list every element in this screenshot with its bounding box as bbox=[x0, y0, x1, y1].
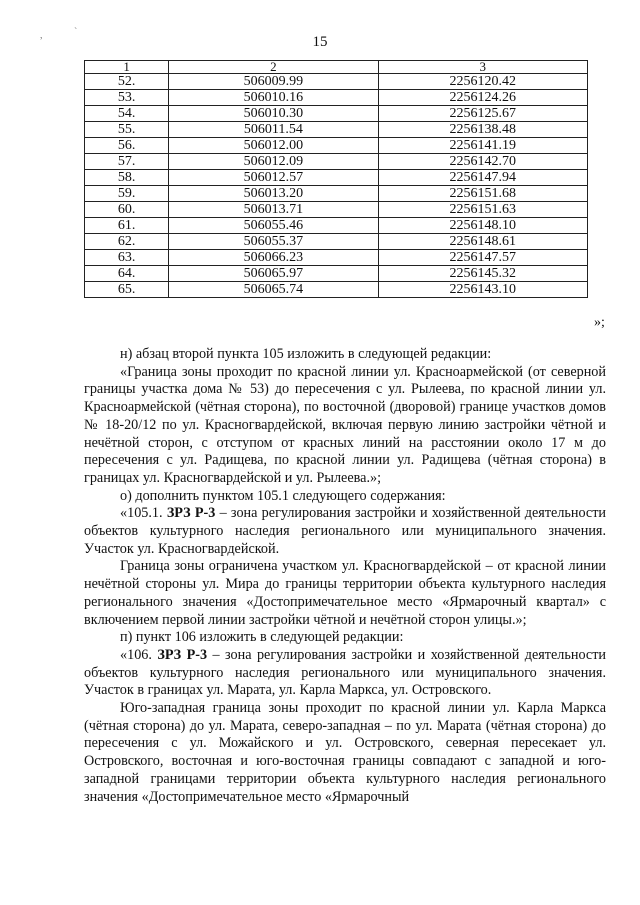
table-cell: 53. bbox=[85, 90, 169, 106]
table-row bbox=[85, 122, 588, 138]
paragraph: н) абзац второй пункта 105 изложить в следующей редакции: bbox=[120, 346, 492, 362]
paragraph: Граница зоны ограничена участком ул. Красногвардейской – от красной линии нечётной стороны ул. Мира до границы территории объекта культурного наследия регионального значения «Достопримечательное место «Ярмарочный квартал» с включением первой линии застройки чётной и нечётной сторон улицы.»; bbox=[84, 558, 606, 628]
scan-mark: ` bbox=[74, 27, 78, 38]
table-cell: 64. bbox=[85, 266, 169, 282]
table-row bbox=[85, 90, 588, 106]
table-cell: 52. bbox=[85, 74, 169, 90]
table-cell: 506066.23 bbox=[169, 250, 378, 266]
table-row bbox=[85, 282, 588, 298]
paragraph: о) дополнить пунктом 105.1 следующего содержания: bbox=[120, 487, 446, 504]
table-cell: 506012.09 bbox=[169, 154, 378, 170]
paragraph bbox=[84, 647, 606, 700]
paragraph: Юго-западная граница зоны проходит по красной линии ул. Карла Маркса (чётная сторона) до ул. Марата, северо-западная – по ул. Марата (чётная сторона) до пересечения с ул. Можайского и ул. Островского, северная пересекает ул. Островского, восточная и юго-восточная границы совпадают с западной и юго-западной границами территории объекта культурного наследия регионального значения «Достопримечательное место «Ярмарочный bbox=[84, 700, 606, 805]
table-cell: 2256151.63 bbox=[378, 202, 587, 218]
table-row bbox=[85, 74, 588, 90]
table-header-row bbox=[85, 61, 588, 74]
table-closing-quote: »; bbox=[594, 315, 605, 330]
table-cell: 58. bbox=[85, 170, 169, 186]
table-cell: 62. bbox=[85, 234, 169, 250]
clause-text: – зона регулирования застройки и хозяйственной деятельности объектов культурного наследия регионального или муниципального значения. Участок ул. Красногвардейской. bbox=[84, 505, 606, 557]
table-cell: 506013.20 bbox=[169, 186, 378, 202]
table-row bbox=[85, 234, 588, 250]
clause-text: – зона регулирования застройки и хозяйственной деятельности объектов культурного наследия регионального или муниципального значения. Участок в границах ул. Марата, ул. Карла Маркса, ул. Островского. bbox=[84, 646, 606, 699]
table-row bbox=[85, 170, 588, 186]
table-cell: 506010.30 bbox=[169, 106, 378, 122]
table-cell: 60. bbox=[85, 202, 169, 218]
coordinates-table bbox=[84, 60, 588, 298]
table-cell: 2256147.57 bbox=[378, 250, 587, 266]
table-cell: 506009.99 bbox=[169, 74, 378, 90]
table-cell: 2256120.42 bbox=[378, 74, 587, 90]
table-cell: 63. bbox=[85, 250, 169, 266]
table-row bbox=[85, 186, 588, 202]
document-body bbox=[84, 346, 606, 806]
clause-number: «105.1. bbox=[120, 505, 167, 522]
table-cell: 65. bbox=[85, 282, 169, 298]
table-cell: 56. bbox=[85, 138, 169, 154]
paragraph: «Граница зоны проходит по красной линии ул. Красноармейской (от северной границы участка дома № 53) до пересечения с ул. Рылеева, по красной линии ул. Красноармейской (чётная сторона), по восточной (дворовой) границе участков домов № 18-20/12 по ул. Красногвардейской, включая первую линию застройки чётной и нечётной сторон, с отступом от красных линий на расстоянии около 17 м до пересечения с ул. Радищева, по красной линии ул. Радищева (чётная сторона) в границах ул. Красногвардейской и ул. Рылеева.»; bbox=[84, 363, 606, 486]
page-number: 15 bbox=[312, 34, 328, 50]
table-cell: 61. bbox=[85, 218, 169, 234]
table-row bbox=[85, 154, 588, 170]
table-row bbox=[85, 266, 588, 282]
table-cell: 506013.71 bbox=[169, 202, 378, 218]
scan-mark: , bbox=[40, 30, 43, 41]
table-cell: 55. bbox=[85, 122, 169, 138]
column-header: 1 bbox=[85, 61, 169, 74]
table-cell: 59. bbox=[85, 186, 169, 202]
table-cell: 57. bbox=[85, 154, 169, 170]
table-cell: 506055.46 bbox=[169, 218, 378, 234]
column-header: 3 bbox=[378, 61, 587, 74]
table-cell: 2256147.94 bbox=[378, 170, 587, 186]
table-cell: 2256148.10 bbox=[378, 218, 587, 234]
table-cell: 2256145.32 bbox=[378, 266, 587, 282]
table-cell: 506011.54 bbox=[169, 122, 378, 138]
table-cell: 506065.97 bbox=[169, 266, 378, 282]
table-row bbox=[85, 250, 588, 266]
table-cell: 506012.57 bbox=[169, 170, 378, 186]
table-row bbox=[85, 138, 588, 154]
table-row bbox=[85, 202, 588, 218]
table-cell: 506055.37 bbox=[169, 234, 378, 250]
table-cell: 2256148.61 bbox=[378, 234, 587, 250]
table-cell: 2256124.26 bbox=[378, 90, 587, 106]
paragraph bbox=[84, 505, 606, 558]
table-cell: 506010.16 bbox=[169, 90, 378, 106]
table-cell: 506065.74 bbox=[169, 282, 378, 298]
table-cell: 54. bbox=[85, 106, 169, 122]
table-cell: 2256151.68 bbox=[378, 186, 587, 202]
table-row bbox=[85, 106, 588, 122]
table-cell: 2256141.19 bbox=[378, 138, 587, 154]
table-cell: 2256138.48 bbox=[378, 122, 587, 138]
zone-code: ЗРЗ Р-3 bbox=[157, 646, 208, 663]
clause-number: «106. bbox=[120, 646, 158, 663]
table-cell: 506012.00 bbox=[169, 138, 378, 154]
table-cell: 2256142.70 bbox=[378, 154, 587, 170]
paragraph: п) пункт 106 изложить в следующей редакции: bbox=[120, 629, 404, 646]
table-row bbox=[85, 218, 588, 234]
table-cell: 2256125.67 bbox=[378, 106, 587, 122]
table-cell: 2256143.10 bbox=[378, 282, 587, 298]
zone-code: ЗРЗ Р-3 bbox=[166, 505, 216, 522]
column-header: 2 bbox=[169, 61, 378, 74]
